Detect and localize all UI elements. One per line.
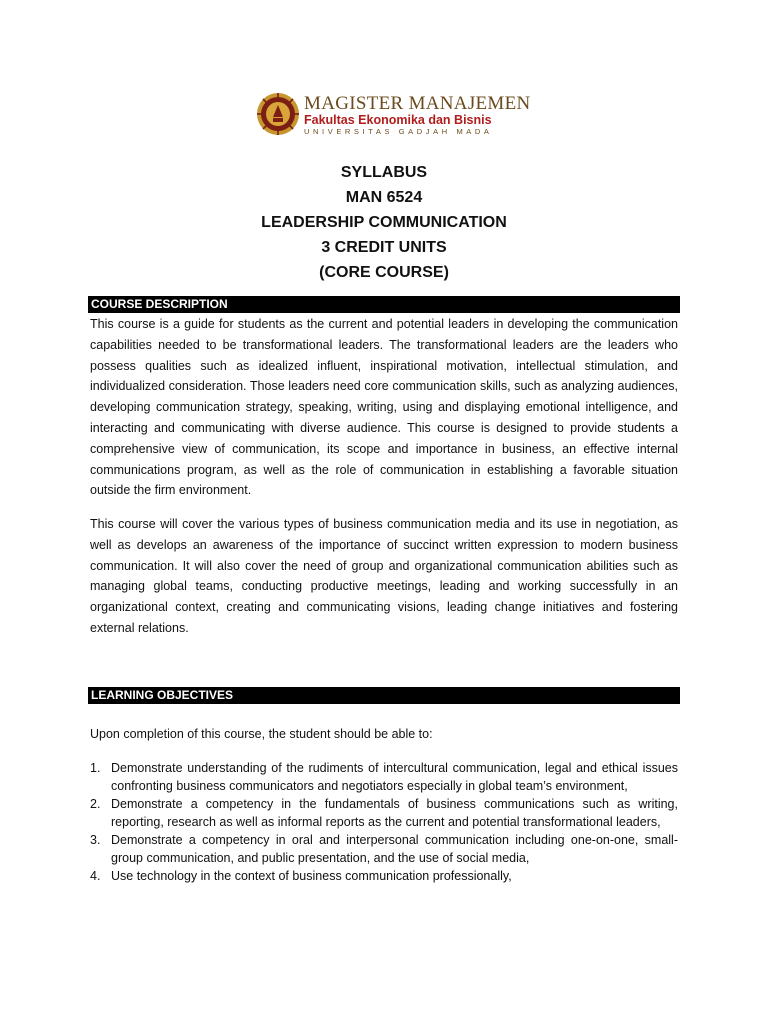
- course-description-paragraph-2: This course will cover the various types of business communication media and its use in negotiation, as well as develops an awareness of the importance of succinct written expression to modern business communication. It will also cover the need of group and organizational communication abilities such as managing global teams, conducting productive meetings, leading and working successfully in an organizational context, creating and communicating visions, leading change initiatives and fostering external relations.: [90, 517, 678, 635]
- learning-objectives-list: [90, 759, 678, 885]
- objective-item: [90, 795, 678, 831]
- header-logo: [256, 92, 531, 138]
- objective-number: 2.: [90, 797, 101, 811]
- university-seal-icon: [256, 92, 300, 136]
- title-line-course-name: LEADERSHIP COMMUNICATION: [261, 214, 507, 231]
- objective-text: Demonstrate a competency in oral and interpersonal communication including one-on-one, small-group communication, and public presentation, and the use of social media,: [111, 833, 678, 865]
- objective-number: 3.: [90, 833, 101, 847]
- objective-item: [90, 759, 678, 795]
- learning-objectives-heading: LEARNING OBJECTIVES: [88, 687, 680, 704]
- title-line-type: (CORE COURSE): [319, 264, 449, 281]
- title-line-code: MAN 6524: [345, 189, 423, 206]
- document-title: [0, 160, 768, 285]
- title-line-credits: 3 CREDIT UNITS: [321, 239, 447, 256]
- learning-objectives-intro: Upon completion of this course, the student should be able to:: [90, 727, 433, 741]
- logo-subtitle: Fakultas Ekonomika dan Bisnis: [304, 113, 492, 127]
- logo-title: MAGISTER MANAJEMEN: [304, 93, 531, 114]
- objective-number: 4.: [90, 869, 101, 883]
- title-line-syllabus: SYLLABUS: [340, 164, 428, 181]
- objective-item: [90, 867, 678, 885]
- objective-number: 1.: [90, 761, 101, 775]
- logo-university: UNIVERSITAS GADJAH MADA: [304, 127, 493, 136]
- objective-text: Demonstrate understanding of the rudiments of intercultural communication, legal and ethical issues confronting business communicators and negotiators especially in global team’s environment,: [111, 761, 678, 793]
- objective-item: [90, 831, 678, 867]
- course-description-paragraph-1: This course is a guide for students as the current and potential leaders in developing the communication capabilities needed to be transformational leaders. The transformational leaders are the leaders who possess qualities such as idealized influent, inspirational motivation, intellectual stimulation, and individualized consideration. Those leaders need core communication skills, such as analyzing audiences, developing communication strategy, speaking, writing, using and displaying emotional intelligence, and interacting and communicating with diverse audience. This course is designed to provide students a comprehensive view of communication, its scope and importance in business, an effective internal communications program, as well as the role of communication in establishing a favorable situation outside the firm environment.: [90, 317, 678, 498]
- objective-text: Demonstrate a competency in the fundamentals of business communications such as writing, reporting, research as well as informal reports as the current and potential transformational leaders,: [111, 797, 678, 829]
- course-description-heading: COURSE DESCRIPTION: [88, 296, 680, 313]
- objective-text: Use technology in the context of business communication professionally,: [111, 869, 512, 883]
